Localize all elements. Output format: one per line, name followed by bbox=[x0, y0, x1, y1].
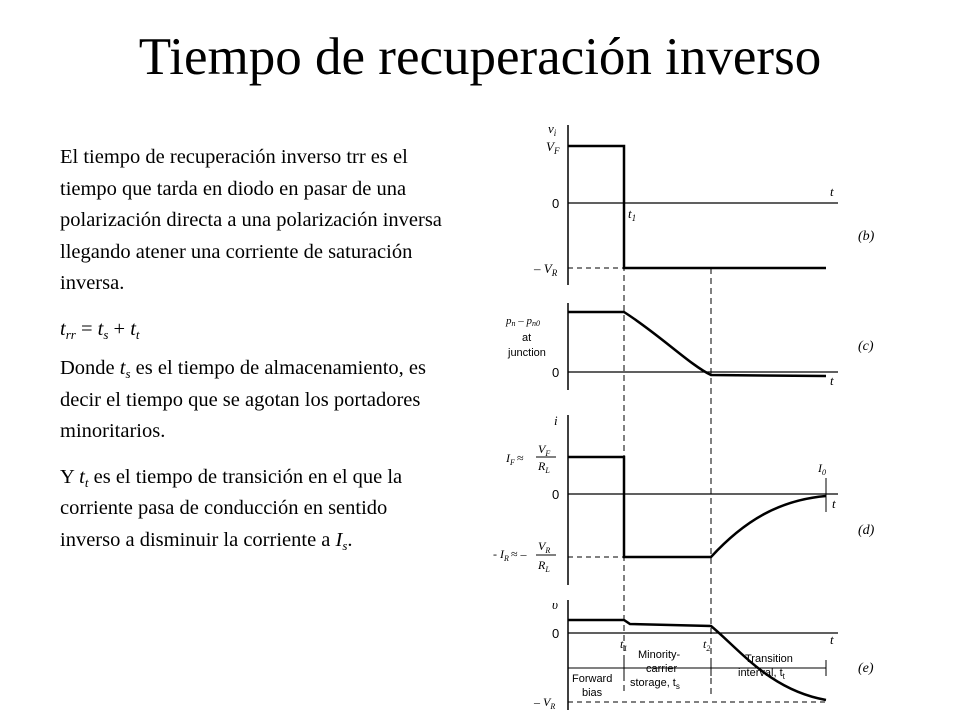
formula-trr bbox=[60, 314, 450, 346]
formula-plus: + bbox=[108, 317, 131, 340]
formula-tt: t bbox=[130, 317, 136, 340]
d-i0-label: $I_0$ bbox=[818, 461, 826, 477]
d-tag: (d) bbox=[858, 523, 875, 538]
e-t-axis-label: t bbox=[830, 632, 834, 647]
d-rl-label: $R_L$ bbox=[538, 459, 550, 475]
e-minority-label-3: storage, $t_s$ bbox=[630, 677, 680, 691]
formula-t: t bbox=[60, 317, 66, 340]
e-transition-label-2: interval, $t_t$ bbox=[738, 667, 785, 681]
formula-t-sub: t bbox=[135, 326, 140, 342]
d-vf-label: $V_F$ bbox=[538, 442, 551, 458]
transition-t: t bbox=[79, 465, 85, 488]
b-vf-label: $V_F$ bbox=[546, 139, 560, 156]
storage-s-sub: s bbox=[125, 366, 131, 381]
formula-rr-sub: rr bbox=[65, 326, 76, 342]
d-current-waveform bbox=[568, 457, 826, 557]
transition-end: . bbox=[347, 528, 353, 551]
d-ir-label: - $I_R$ ≈ – bbox=[493, 547, 527, 563]
paragraph-definition: El tiempo de recuperación inverso trr es el tiempo que tarda en diodo en pasar de una polarización directa a una polarización inversa llegando atener una corriente de saturación inversa. bbox=[60, 146, 442, 294]
transition-lead: Y bbox=[60, 465, 80, 488]
e-zero-label: 0 bbox=[552, 626, 560, 641]
transition-I: I bbox=[335, 528, 343, 551]
storage-rest: es el tiempo de almacenamiento, es decir el tiempo que se agotan los portadores minoritarios. bbox=[60, 357, 426, 442]
d-if-label: $I_F$ ≈ bbox=[506, 451, 524, 467]
c-tag: (c) bbox=[858, 339, 874, 354]
transition-rest: es el tiempo de transición en el que la corriente pasa de conducción en sentido inverso a disminuir la corriente a bbox=[60, 465, 403, 551]
e-vr-label: – $V_R$ bbox=[534, 695, 556, 711]
d-vr-label: $V_R$ bbox=[538, 539, 551, 555]
slide-title: Tiempo de recuperación inverso bbox=[138, 28, 822, 86]
b-voltage-waveform bbox=[568, 146, 826, 268]
e-ylabel: υ bbox=[552, 597, 558, 612]
storage-lead: Donde bbox=[60, 357, 120, 379]
c-ylabel-line3: junction bbox=[508, 347, 546, 359]
c-t-axis-label: t bbox=[830, 373, 834, 388]
e-t1-label: $t_1$ bbox=[620, 637, 628, 653]
e-forward-label-2: bias bbox=[582, 687, 603, 699]
d-t-axis-label: t bbox=[832, 496, 836, 511]
formula-equals: = bbox=[75, 317, 98, 340]
c-excess-carrier-curve bbox=[568, 312, 826, 376]
d-zero-label: 0 bbox=[552, 487, 560, 502]
b-ylabel: $v_i$ bbox=[548, 121, 557, 138]
d-ylabel: i bbox=[554, 413, 558, 428]
paragraph-storage bbox=[60, 353, 450, 448]
b-vr-label: – $V_R$ bbox=[534, 261, 558, 278]
e-minority-label-2: carrier bbox=[646, 663, 678, 675]
c-ylabel-line2: at bbox=[522, 332, 532, 344]
waveform-figure bbox=[490, 115, 920, 720]
formula-ts: t bbox=[97, 317, 104, 340]
d-rl2-label: $R_L$ bbox=[538, 558, 550, 574]
c-zero-label: 0 bbox=[552, 365, 560, 380]
b-t-axis-label: t bbox=[830, 184, 834, 199]
storage-t: t bbox=[119, 357, 126, 379]
e-forward-label-1: Forward bbox=[572, 673, 613, 685]
text-block bbox=[60, 142, 450, 570]
formula-s-sub: s bbox=[103, 326, 109, 342]
e-transition-label-1: Transition bbox=[745, 653, 793, 665]
c-ylabel-line1: pn – pn0 bbox=[506, 315, 540, 328]
e-minority-label-1: Minority- bbox=[638, 649, 681, 661]
b-t1-label: $t_1$ bbox=[628, 206, 637, 223]
transition-t-sub: t bbox=[84, 474, 89, 490]
transition-s-sub: s bbox=[342, 537, 348, 553]
e-tag: (e) bbox=[858, 661, 874, 676]
b-tag: (b) bbox=[858, 229, 875, 244]
e-t2-label: $t_2$ bbox=[703, 637, 711, 653]
paragraph-transition bbox=[60, 462, 450, 557]
b-zero-label: 0 bbox=[552, 196, 560, 211]
